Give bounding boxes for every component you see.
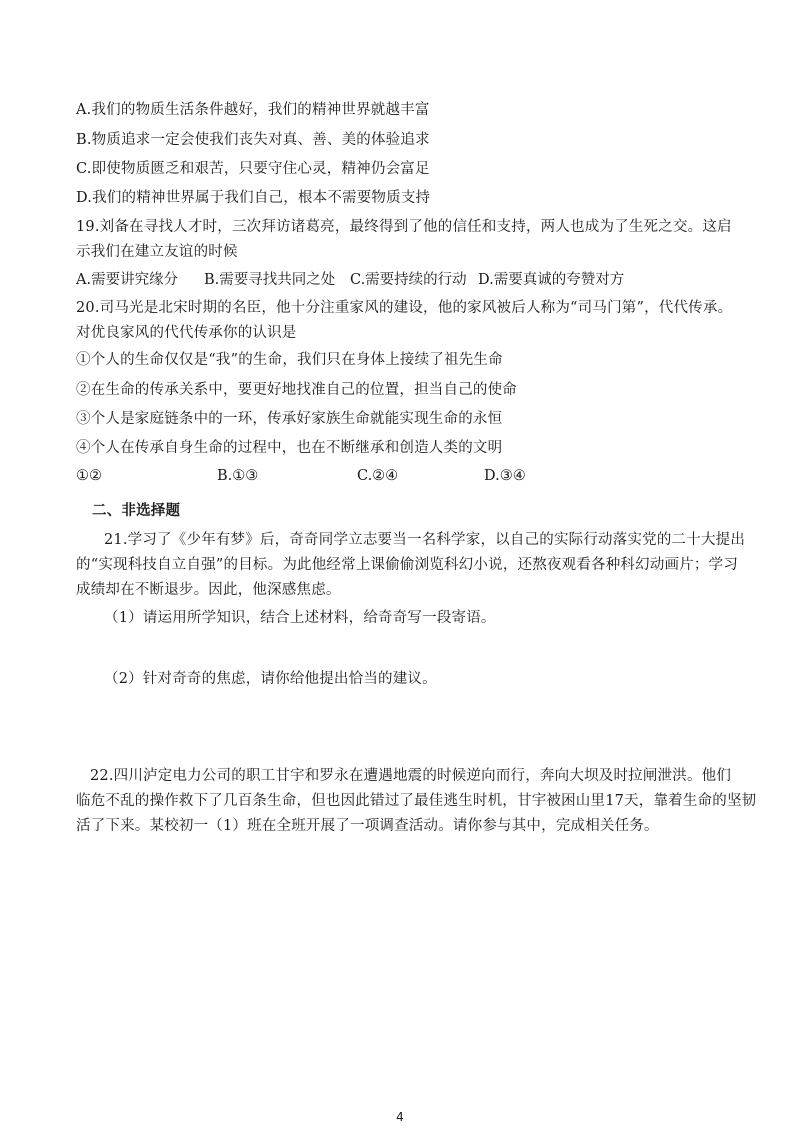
page-number: 4 [396,1110,404,1124]
q21-line1: 21.学习了《少年有梦》后，奇奇同学立志要当一名科学家，以自己的实际行动落实党的二十大提出 [104,532,746,548]
q19-option-a: A.需要讲究缘分 [76,272,179,288]
q22-line3: 活了下来。某校初一（1）班在全班开展了一项调查活动。请你参与其中，完成相关任务。 [76,818,659,834]
q21-subquestion-1: （1）请运用所学知识，结合上述材料，给奇奇写一段寄语。 [104,610,496,626]
q19-stem-line2: 示我们在建立友谊的时候 [76,244,238,260]
q20-statement-4: ④个人在传承自身生命的过程中，也在不断继承和创造人类的文明 [76,440,503,456]
q20-stem-line2: 对优良家风的代代传承你的认识是 [76,325,297,341]
q20-option-d: D.③④ [484,468,526,484]
q19-option-c: C.需要持续的行动 [350,272,467,288]
q18-option-d: D.我们的精神世界属于我们自己，根本不需要物质支持 [76,190,431,206]
q18-option-c: C.即使物质匮乏和艰苦，只要守住心灵，精神仍会富足 [76,161,430,177]
q21-line3: 成绩却在不断退步。因此，他深感焦虑。 [76,582,341,598]
q20-statement-2: ②在生命的传承关系中，要更好地找准自己的位置，担当自己的使命 [76,382,517,398]
q20-stem-line1: 20.司马光是北宋时期的名臣，他十分注重家风的建设，他的家风被后人称为“司马门第”，代代传承。 [76,300,733,316]
section-heading: 二、非选择题 [92,503,181,519]
q22-line2: 临危不乱的操作救下了几百条生命，但也因此错过了最佳逃生时机，甘宇被困山里17天，靠着生命的坚韧 [76,793,757,809]
q20-statement-3: ③个人是家庭链条中的一环，传承好家族生命就能实现生命的永恒 [76,411,503,427]
q18-option-a: A.我们的物质生活条件越好，我们的精神世界就越丰富 [76,102,430,118]
q19-option-d: D.需要真诚的夸赞对方 [478,272,625,288]
q18-option-b: B.物质追求一定会使我们丧失对真、善、美的体验追求 [76,132,430,148]
q21-line2: 的“实现科技自立自强”的目标。为此他经常上课偷偷浏览科幻小说，还熬夜观看各种科幻动画片；学习 [76,557,739,573]
q20-statement-1: ①个人的生命仅仅是“我”的生命，我们只在身体上接续了祖先生命 [76,352,503,368]
q19-option-b: B.需要寻找共同之处 [204,272,336,288]
q20-option-b: B.①③ [217,468,259,484]
q20-option-c: C.②④ [357,468,399,484]
q19-stem-line1: 19.刘备在寻找人才时，三次拜访诸葛亮，最终得到了他的信任和支持，两人也成为了生死之交。这启 [76,219,732,235]
q21-subquestion-2: （2）针对奇奇的焦虑，请你给他提出恰当的建议。 [104,671,437,687]
q22-line1: 22.四川泸定电力公司的职工甘宇和罗永在遭遇地震的时候逆向而行，奔向大坝及时拉闸泄洪。他们 [90,768,732,784]
q20-option-a: ①② [76,468,102,484]
